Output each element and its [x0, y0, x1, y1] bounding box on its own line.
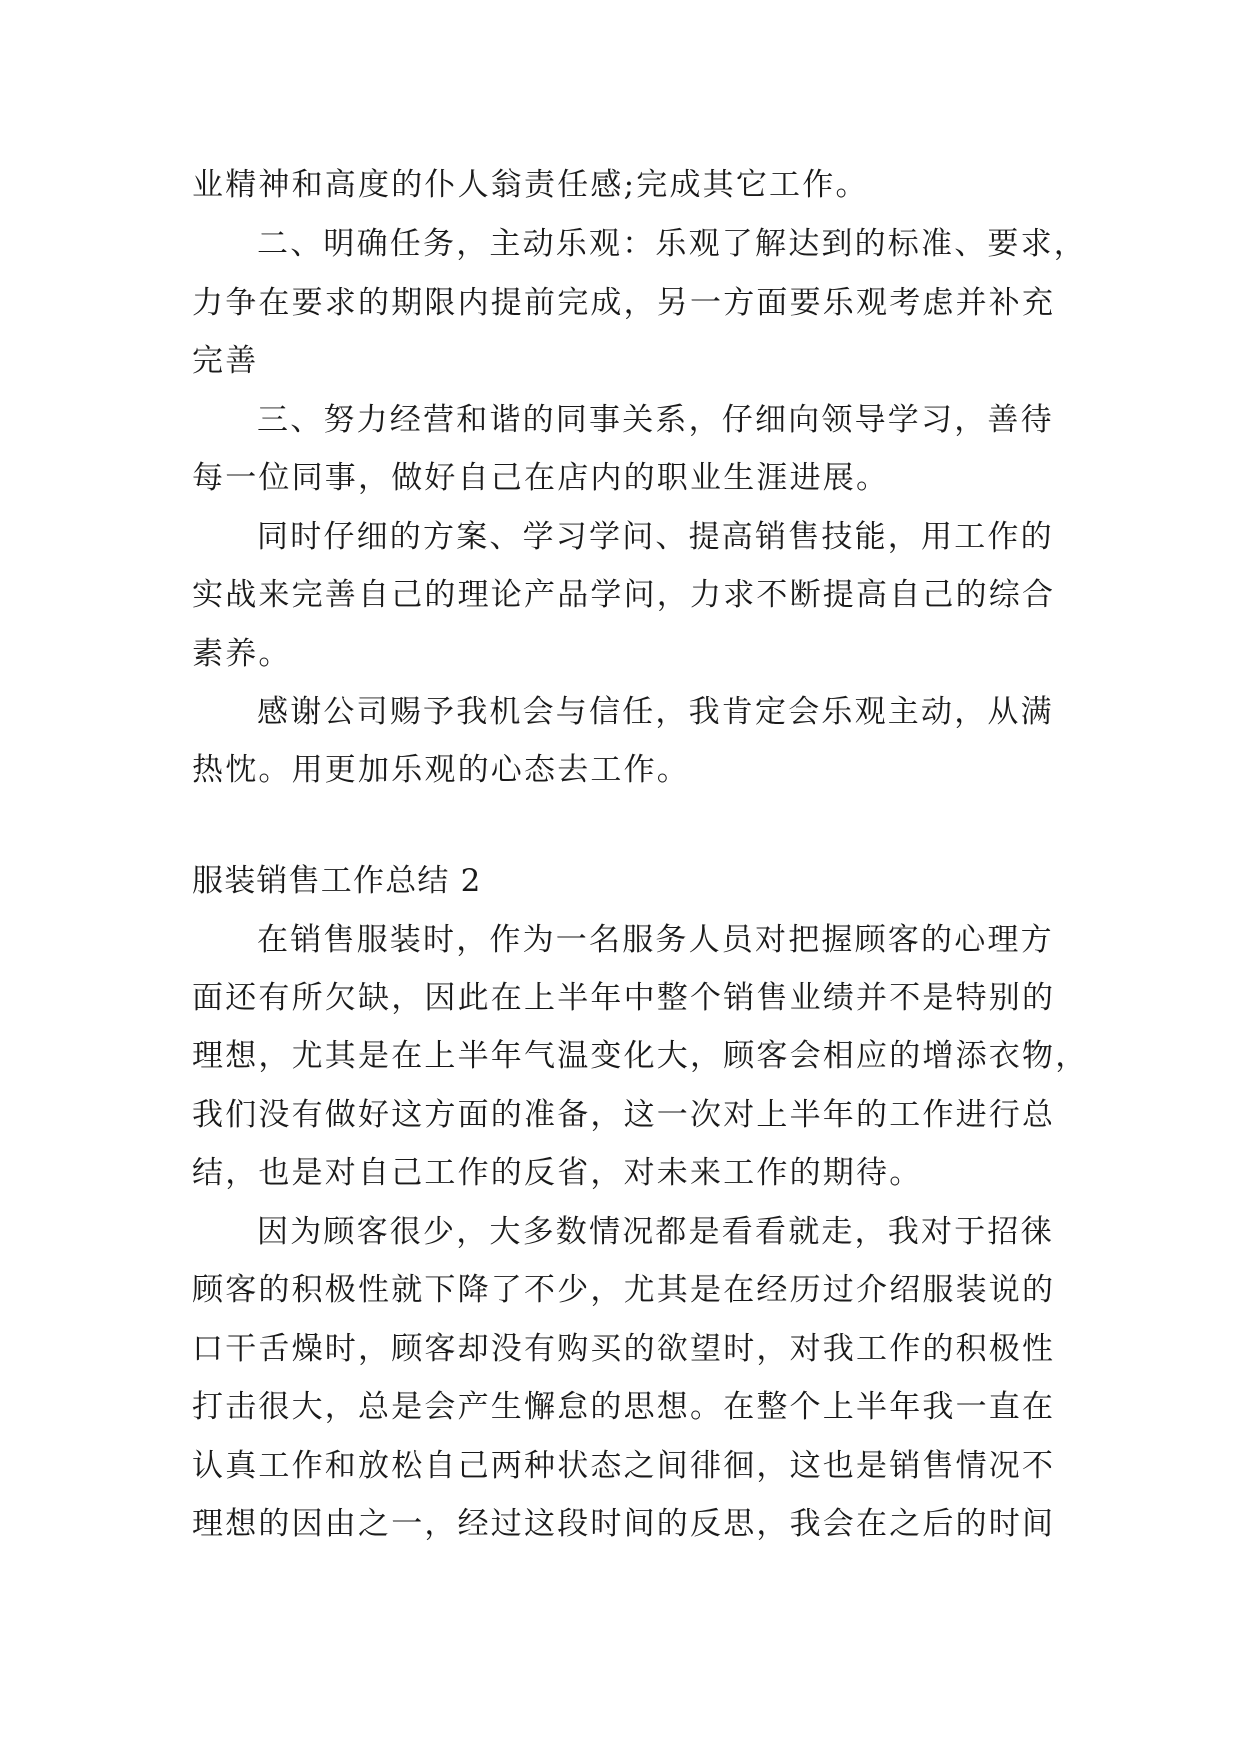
- text-line: 结，也是对自己工作的反省，对未来工作的期待。: [192, 1155, 923, 1191]
- text-line: 三、努力经营和谐的同事关系，仔细向领导学习，善待: [257, 402, 1054, 438]
- text-line: 力争在要求的期限内提前完成，另一方面要乐观考虑并补充: [192, 285, 1056, 321]
- text-line: 认真工作和放松自己两种状态之间徘徊，这也是销售情况不: [192, 1448, 1056, 1484]
- text-line: 顾客的积极性就下降了不少，尤其是在经历过介绍服装说的: [192, 1272, 1056, 1308]
- text-line: 热忱。用更加乐观的心态去工作。: [192, 752, 690, 788]
- text-line: 实战来完善自己的理论产品学问，力求不断提高自己的综合: [192, 577, 1056, 613]
- text-line: 面还有所欠缺，因此在上半年中整个销售业绩并不是特别的: [192, 980, 1056, 1016]
- text-line: 在销售服装时，作为一名服务人员对把握顾客的心理方: [257, 922, 1054, 958]
- text-line: 素养。: [192, 636, 292, 672]
- text-line: 每一位同事，做好自己在店内的职业生涯进展。: [192, 460, 890, 496]
- text-line: 感谢公司赐予我机会与信任，我肯定会乐观主动，从满: [257, 694, 1054, 730]
- text-line: 我们没有做好这方面的准备，这一次对上半年的工作进行总: [192, 1097, 1056, 1133]
- text-line: 同时仔细的方案、学习学问、提高销售技能，用工作的: [257, 519, 1054, 555]
- text-line: 因为顾客很少，大多数情况都是看看就走，我对于招徕: [257, 1214, 1054, 1250]
- text-line: 理想的因由之一，经过这段时间的反思，我会在之后的时间: [192, 1506, 1056, 1542]
- text-line: 完善: [192, 343, 259, 379]
- text-line: 二、明确任务，主动乐观：乐观了解达到的标准、要求，: [257, 226, 1087, 262]
- text-line: 打击很大，总是会产生懈怠的思想。在整个上半年我一直在: [192, 1389, 1056, 1425]
- section-heading: 服装销售工作总结 2: [192, 863, 482, 899]
- text-line: 理想，尤其是在上半年气温变化大，顾客会相应的增添衣物，: [192, 1038, 1089, 1074]
- text-line: 业精神和高度的仆人翁责任感;完成其它工作。: [192, 167, 869, 203]
- text-line: 口干舌燥时，顾客却没有购买的欲望时，对我工作的积极性: [192, 1331, 1056, 1367]
